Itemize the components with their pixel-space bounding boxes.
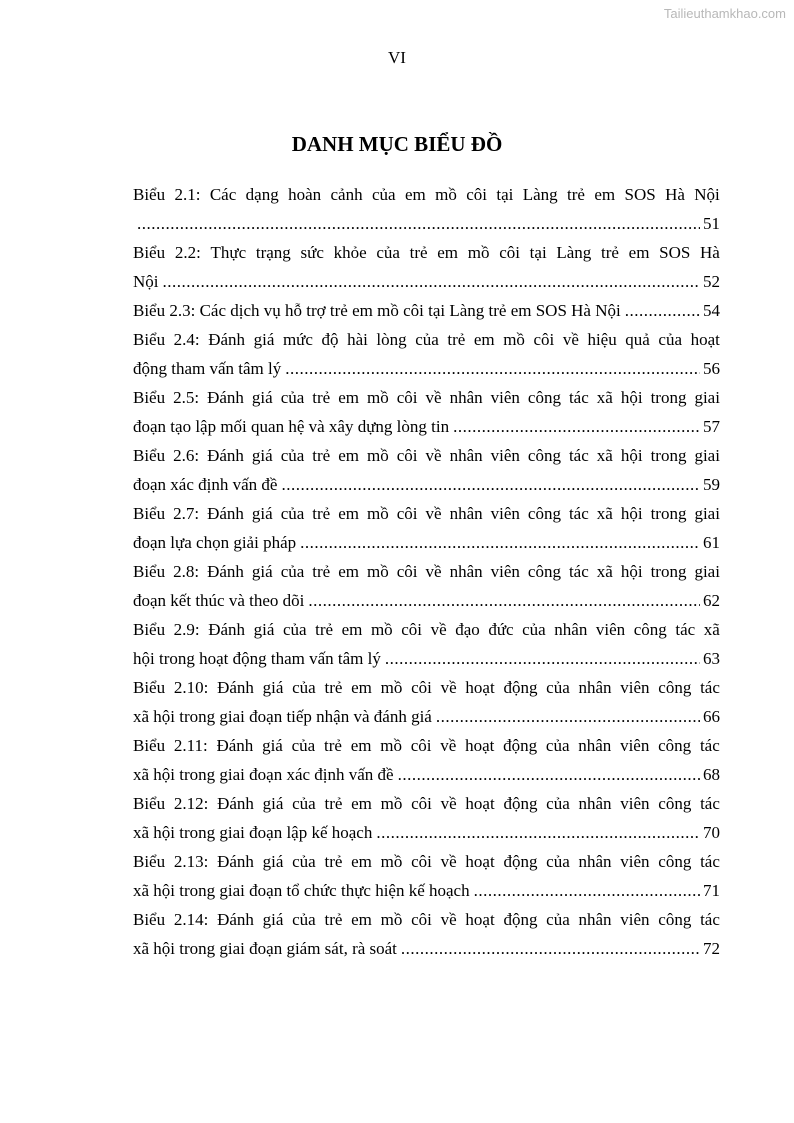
- entry-caption-line: Biểu 2.2: Thực trạng sức khỏe của trẻ em mồ côi tại Làng trẻ em SOS Hà: [133, 243, 720, 262]
- dot-leader: [474, 876, 700, 905]
- entry-leader-line: [133, 209, 720, 238]
- dot-leader: [453, 412, 700, 441]
- chart-list-entry[interactable]: [133, 383, 720, 441]
- entry-caption-continuation: xã hội trong giai đoạn tiếp nhận và đánh giá: [133, 707, 432, 726]
- entry-caption-continuation: đoạn lựa chọn giải pháp: [133, 533, 297, 552]
- page-title: DANH MỤC BIỂU ĐỒ: [291, 132, 503, 156]
- entry-leader-line: [133, 876, 720, 905]
- entry-leader-line: [133, 702, 720, 731]
- dot-leader: [281, 470, 700, 499]
- entry-caption-continuation: Biểu 2.3: Các dịch vụ hỗ trợ trẻ em mồ côi tại Làng trẻ em SOS Hà Nội: [133, 301, 621, 320]
- entry-caption-line: Biểu 2.13: Đánh giá của trẻ em mồ côi về hoạt động của nhân viên công tác: [133, 852, 720, 871]
- entry-page-number[interactable]: 68: [703, 765, 720, 784]
- page-number: VI: [388, 48, 406, 67]
- dot-leader: [285, 354, 700, 383]
- chart-list-entry[interactable]: [133, 731, 720, 789]
- chart-list-entry[interactable]: [133, 615, 720, 673]
- entry-caption-line: Biểu 2.8: Đánh giá của trẻ em mồ côi về nhân viên công tác xã hội trong giai: [133, 562, 720, 581]
- entry-caption-line: Biểu 2.4: Đánh giá mức độ hài lòng của trẻ em mồ côi về hiệu quả của hoạt: [133, 330, 720, 349]
- entry-caption-continuation: xã hội trong giai đoạn lập kế hoạch: [133, 823, 373, 842]
- dot-leader: [163, 267, 701, 296]
- chart-list-entry[interactable]: [133, 557, 720, 615]
- dot-leader: [436, 702, 700, 731]
- entry-page-number[interactable]: 54: [703, 301, 720, 320]
- entry-page-number[interactable]: 52: [703, 272, 720, 291]
- entry-leader-line: [133, 412, 720, 441]
- entry-caption-continuation: Nội: [133, 272, 159, 291]
- chart-list-entry[interactable]: [133, 325, 720, 383]
- entry-caption-line: Biểu 2.11: Đánh giá của trẻ em mồ côi về hoạt động của nhân viên công tác: [133, 736, 720, 755]
- dot-leader: [137, 209, 700, 238]
- chart-list-entry[interactable]: [133, 905, 720, 963]
- dot-leader: [300, 528, 700, 557]
- entry-page-number[interactable]: 63: [703, 649, 720, 668]
- entry-leader-line: [133, 470, 720, 499]
- entry-caption-line: Biểu 2.10: Đánh giá của trẻ em mồ côi về hoạt động của nhân viên công tác: [133, 678, 720, 697]
- dot-leader: [376, 818, 700, 847]
- dot-leader: [625, 296, 700, 325]
- chart-list: [133, 180, 720, 963]
- entry-caption-continuation: đoạn xác định vấn đề: [133, 475, 278, 494]
- chart-list-entry[interactable]: [133, 499, 720, 557]
- dot-leader: [398, 760, 700, 789]
- dot-leader: [401, 934, 700, 963]
- entry-page-number[interactable]: 56: [703, 359, 720, 378]
- entry-caption-continuation: động tham vấn tâm lý: [133, 359, 282, 378]
- entry-page-number[interactable]: 70: [703, 823, 720, 842]
- entry-caption-continuation: xã hội trong giai đoạn tổ chức thực hiện kế hoạch: [133, 881, 470, 900]
- entry-leader-line: [133, 528, 720, 557]
- chart-list-entry[interactable]: [133, 847, 720, 905]
- entry-caption-line: Biểu 2.9: Đánh giá của trẻ em mồ côi về đạo đức của nhân viên công tác xã: [133, 620, 720, 639]
- dot-leader: [385, 644, 700, 673]
- entry-leader-line: [133, 296, 720, 325]
- entry-caption-line: Biểu 2.1: Các dạng hoàn cảnh của em mồ côi tại Làng trẻ em SOS Hà Nội: [133, 185, 720, 204]
- entry-caption-continuation: đoạn tạo lập mối quan hệ và xây dựng lòng tin: [133, 417, 450, 436]
- chart-list-entry[interactable]: [133, 673, 720, 731]
- entry-page-number[interactable]: 51: [703, 214, 720, 233]
- dot-leader: [308, 586, 700, 615]
- chart-list-entry[interactable]: [133, 238, 720, 296]
- entry-caption-line: Biểu 2.14: Đánh giá của trẻ em mồ côi về hoạt động của nhân viên công tác: [133, 910, 720, 929]
- entry-page-number[interactable]: 66: [703, 707, 720, 726]
- entry-caption-continuation: hội trong hoạt động tham vấn tâm lý: [133, 649, 381, 668]
- watermark: Tailieuthamkhao.com: [663, 6, 786, 21]
- chart-list-entry[interactable]: [133, 296, 720, 325]
- entry-leader-line: [133, 267, 720, 296]
- entry-caption-line: Biểu 2.5: Đánh giá của trẻ em mồ côi về nhân viên công tác xã hội trong giai: [133, 388, 720, 407]
- entry-caption-continuation: đoạn kết thúc và theo dõi: [133, 591, 305, 610]
- chart-list-entry[interactable]: [133, 180, 720, 238]
- entry-caption-continuation: xã hội trong giai đoạn giám sát, rà soát: [133, 939, 397, 958]
- chart-list-entry[interactable]: [133, 441, 720, 499]
- entry-leader-line: [133, 644, 720, 673]
- entry-page-number[interactable]: 71: [703, 881, 720, 900]
- entry-leader-line: [133, 818, 720, 847]
- entry-leader-line: [133, 760, 720, 789]
- entry-caption-line: Biểu 2.12: Đánh giá của trẻ em mồ côi về hoạt động của nhân viên công tác: [133, 794, 720, 813]
- entry-page-number[interactable]: 62: [703, 591, 720, 610]
- chart-list-entry[interactable]: [133, 789, 720, 847]
- entry-page-number[interactable]: 61: [703, 533, 720, 552]
- entry-leader-line: [133, 354, 720, 383]
- entry-caption-line: Biểu 2.6: Đánh giá của trẻ em mồ côi về nhân viên công tác xã hội trong giai: [133, 446, 720, 465]
- entry-leader-line: [133, 934, 720, 963]
- entry-caption-line: Biểu 2.7: Đánh giá của trẻ em mồ côi về nhân viên công tác xã hội trong giai: [133, 504, 720, 523]
- entry-leader-line: [133, 586, 720, 615]
- entry-page-number[interactable]: 72: [703, 939, 720, 958]
- entry-caption-continuation: xã hội trong giai đoạn xác định vấn đề: [133, 765, 394, 784]
- entry-page-number[interactable]: 57: [703, 417, 720, 436]
- entry-page-number[interactable]: 59: [703, 475, 720, 494]
